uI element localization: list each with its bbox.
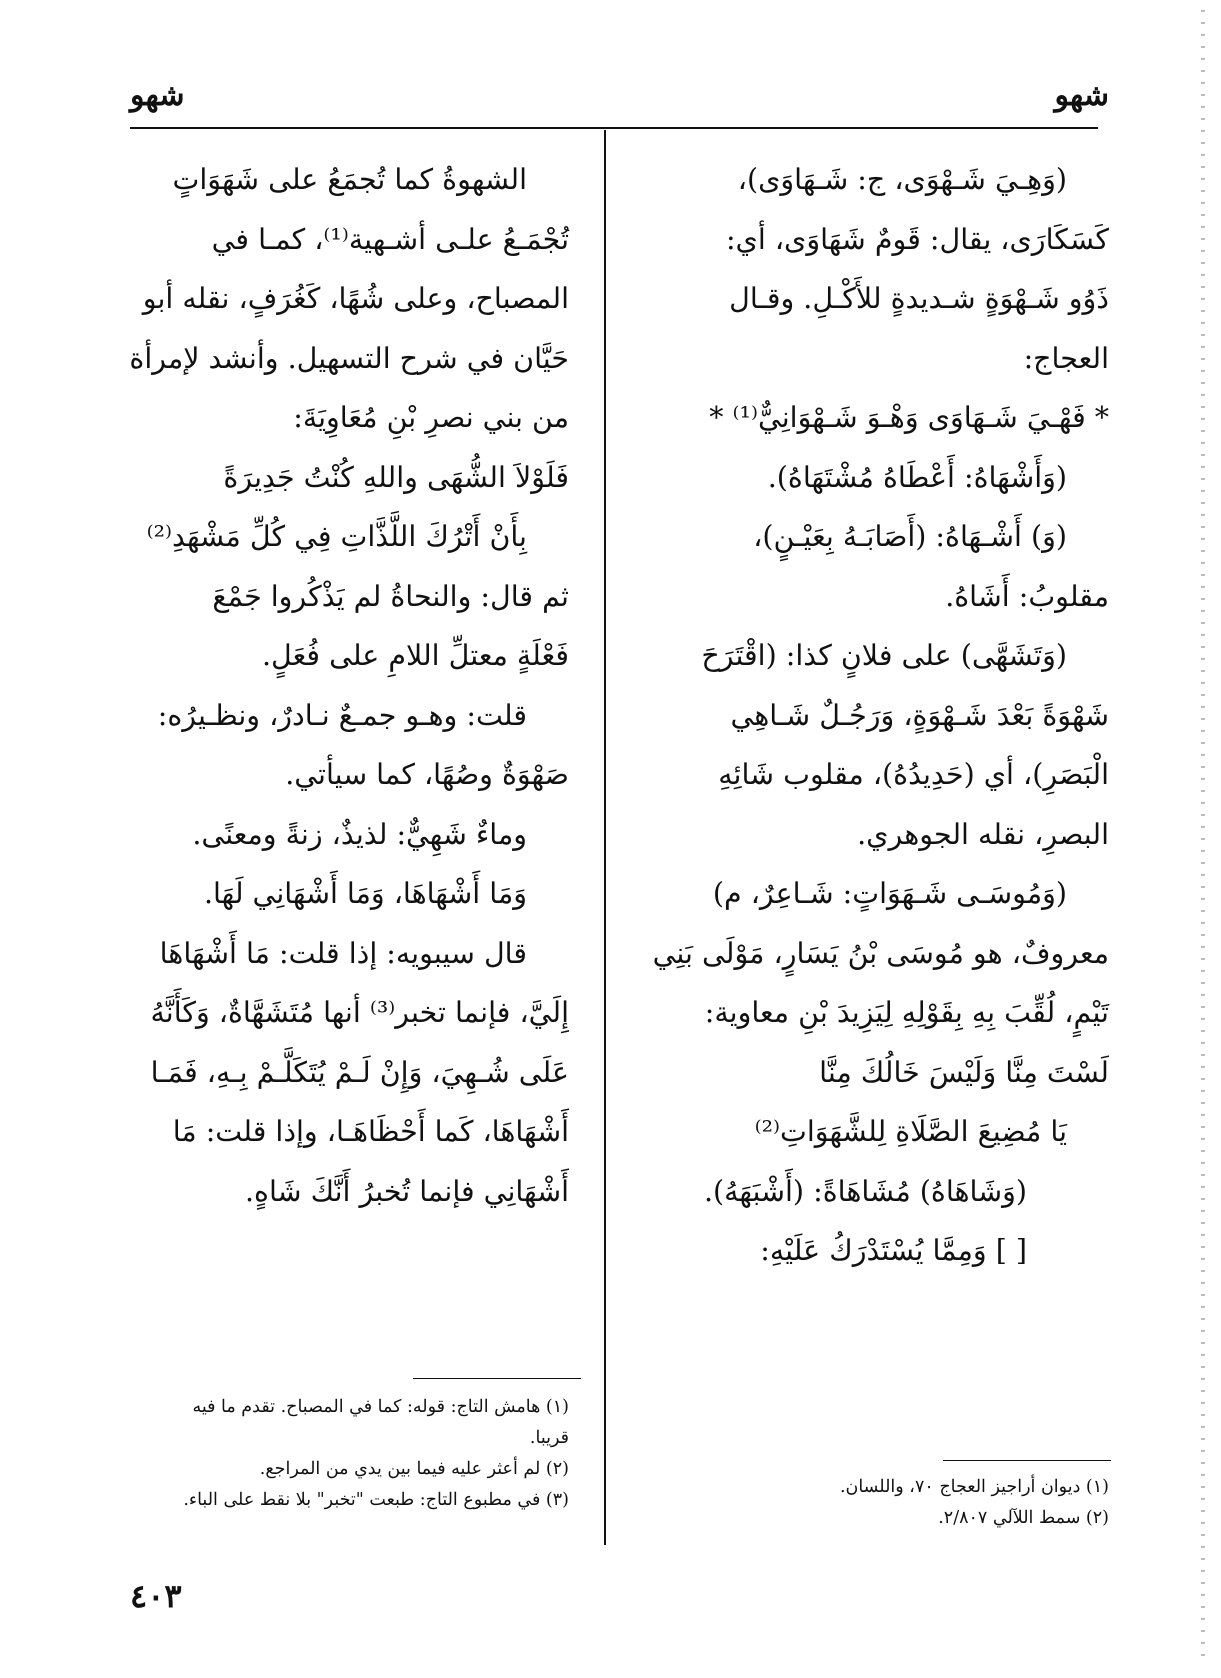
- text-line: (وَ) أَشْـهَاهُ: (أَصَابَـهُ بِعَيْـنٍ)،: [753, 520, 1067, 553]
- text-line: البصرِ، نقله الجوهري.: [857, 817, 1109, 851]
- footnote: (٢) سمط اللآلي ٢/٨٠٧.: [938, 1508, 1109, 1528]
- text-line: عَلَى شُـهِيَ، وَإِنْ لَـمْ يُتَكَلَّـمْ بِـهِ، فَمَـا: [150, 1055, 569, 1089]
- page-number: ٤٠٣: [130, 1577, 182, 1615]
- verse-line: يَا مُضِيعَ الصَّلَاةِ لِلشَّهَوَاتِ⁽²⁾: [754, 1115, 1067, 1148]
- text-line: أَشْهَانِي فإنما تُخبرُ أَنَّكَ شَاهٍ.: [244, 1174, 569, 1208]
- text-line: العجاج:: [1023, 341, 1109, 375]
- text-line: تُجْمَـعُ علـى أشـهية⁽¹⁾، كمـا في: [211, 222, 569, 256]
- text-line: المصباح، وعلى شُهًا، كَغُرَفٍ، نقله أبو: [142, 282, 569, 315]
- verse-line: * فَهْـيَ شَـهَاوَى وَهْـوَ شَـهْوَانِيٌّ⁽¹⁾ *: [709, 401, 1109, 434]
- text-line: الْبَصَرِ)، أي (حَدِيدُهُ)، مقلوب شَائِهِ: [718, 758, 1109, 791]
- verse-line: فَلَوْلاَ الشُّهَى واللهِ كُنْتُ جَدِيرَةً: [223, 460, 569, 494]
- text-line: (وَشَاهَاهُ) مُشَاهَاةً: (أَشْبَهَهُ).: [703, 1174, 1027, 1208]
- running-header-left: شهو: [130, 78, 185, 113]
- text-line: وماءٌ شَهِيٌّ: لذيذٌ، زنةً ومعنًى.: [192, 817, 527, 851]
- text-line: حَيَّان في شرح التسهيل. وأنشد لإمرأة: [129, 341, 569, 375]
- header-rule: [130, 127, 1098, 129]
- text-line: فَعْلَةٍ معتلِّ اللامِ على فُعَلٍ.: [262, 639, 569, 672]
- scan-edge-marks: [1201, 10, 1205, 1660]
- text-line: من بني نصرِ بْنِ مُعَاوِيَةَ:: [293, 401, 569, 434]
- text-line: أَشْهَاهَا، كَما أَحْظَاهَـا، وإذا قلت: مَا: [172, 1115, 569, 1148]
- footnote: (٢) لم أعثر عليه فيما بين يدي من المراجع.: [259, 1459, 569, 1479]
- left-column: [127, 150, 569, 1221]
- text-line: تَيْمٍ، لُقِّبَ بِهِ بِقَوْلِهِ لِيَزِيدَ بْنِ معاوية:: [704, 996, 1109, 1029]
- text-line: ثم قال: والنحاةُ لم يَذْكُروا جَمْعَ: [212, 579, 569, 613]
- footnote-rule-right: [943, 1460, 1111, 1461]
- footnote: قريبا.: [529, 1428, 569, 1448]
- text-line: كَسَكَارَى، يقال: قَومٌ شَهَاوَى، أي:: [725, 222, 1109, 256]
- text-line: [ ] وَمِمَّا يُسْتَدْرَكُ عَلَيْهِ:: [760, 1234, 1027, 1267]
- right-column: [652, 150, 1109, 1281]
- text-line: قلت: وهـو جمـعٌ نـادرٌ، ونظـيرُه:: [157, 698, 527, 732]
- verse-line: بِأَنْ أَتْرُكَ اللَّذَّاتِ فِي كُلِّ مَشْهَدِ⁽²⁾: [146, 520, 527, 553]
- text-line: صَهْوَةٌ وصُهًا، كما سيأتي.: [285, 758, 569, 791]
- running-header-right: شهو: [1054, 78, 1109, 113]
- text-line: (وَأَشْهَاهُ: أَعْطَاهُ مُشْتَهَاهُ).: [767, 460, 1067, 494]
- text-line: شَهْوَةً بَعْدَ شَـهْوَةٍ، وَرَجُـلٌ شَـاهِي: [730, 698, 1109, 732]
- text-line: الشهوةُ كما تُجمَعُ على شَهَوَاتٍ: [172, 163, 527, 196]
- text-line: (وَهِـيَ شَـهْوَى، ج: شَـهَاوَى)،: [737, 163, 1067, 196]
- text-line: معروفٌ، هو مُوسَى بْنُ يَسَارٍ، مَوْلَى بَنِي: [652, 936, 1109, 970]
- verse-line: لَسْتَ مِنَّا وَلَيْسَ خَالُكَ مِنَّا: [819, 1055, 1109, 1089]
- text-line: مقلوبُ: أَشَاهُ.: [945, 579, 1109, 613]
- text-line: وَمَا أَشْهَاهَا، وَمَا أَشْهَانِي لَهَا.: [203, 877, 527, 910]
- text-line: (وَمُوسَـى شَـهَوَاتٍ: شَـاعِرٌ، م): [712, 877, 1067, 910]
- text-line: قال سيبويه: إذا قلت: مَا أَشْهَاهَا: [159, 936, 527, 970]
- footnote: (٣) في مطبوع التاج: طبعت "تخبر" بلا نقط على الباء.: [183, 1490, 569, 1510]
- footnote-rule-left: [413, 1378, 581, 1379]
- column-divider: [604, 130, 606, 1545]
- footnote: (١) ديوان أراجيز العجاج ٧٠، واللسان.: [839, 1477, 1109, 1497]
- footnote: (١) هامش التاج: قوله: كما في المصباح. تقدم ما فيه: [192, 1397, 569, 1417]
- right-footnotes: [669, 1472, 1109, 1534]
- text-line: ذَوُو شَـهْوَةٍ شـديدةٍ للأَكْـلِ. وقـال: [729, 282, 1109, 315]
- text-line: (وَتَشَهَّى) على فلانٍ كذا: (اقْتَرَحَ: [701, 639, 1067, 672]
- text-line: إِلَيَّ، فإنما تخبر⁽³⁾ أنها مُتَشَهَّاةٌ، وَكَأَنَّهُ: [150, 996, 569, 1029]
- left-footnotes: [127, 1392, 569, 1516]
